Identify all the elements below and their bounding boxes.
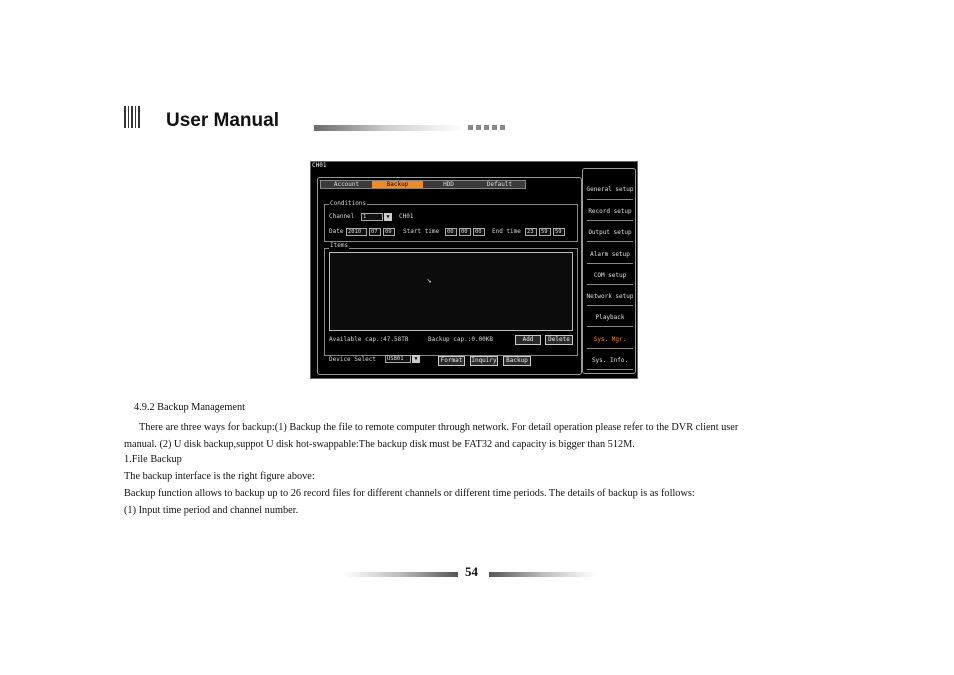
channel-select[interactable]: 1 bbox=[361, 213, 383, 221]
items-list[interactable] bbox=[329, 252, 573, 331]
side-sys-info[interactable]: Sys. Info. bbox=[591, 357, 629, 364]
paragraph-5: (1) Input time period and channel number. bbox=[124, 505, 299, 516]
channel-name: CH01 bbox=[399, 213, 414, 220]
device-select[interactable]: USB01 bbox=[385, 355, 411, 363]
add-button[interactable]: Add bbox=[515, 335, 541, 345]
side-general-setup[interactable]: General setup bbox=[586, 186, 634, 193]
footer-gradient-right bbox=[489, 572, 595, 577]
delete-button[interactable]: Delete bbox=[545, 335, 573, 345]
device-select-label: Device Select bbox=[329, 356, 376, 363]
header-squares bbox=[468, 125, 505, 130]
footer-gradient-left bbox=[344, 572, 458, 577]
page-number: 54 bbox=[465, 564, 478, 579]
side-playback[interactable]: Playback bbox=[595, 314, 625, 321]
conditions-legend: Conditions bbox=[330, 200, 367, 207]
backup-capacity: Backup cap.:0.00KB bbox=[428, 336, 494, 343]
page-title: User Manual bbox=[166, 110, 279, 131]
dvr-backup-screenshot bbox=[310, 161, 638, 379]
section-heading: 4.9.2 Backup Management bbox=[134, 402, 245, 413]
paragraph-1a: There are three ways for backup:(1) Backup the file to remote computer through network. For detail operation please refer to the DVR client user bbox=[139, 422, 739, 433]
start-minute-field[interactable]: 00 bbox=[459, 228, 471, 236]
side-divider bbox=[587, 220, 633, 221]
side-menu bbox=[582, 168, 636, 374]
channel-dropdown-icon[interactable]: ▼ bbox=[384, 213, 392, 221]
side-divider bbox=[587, 326, 633, 327]
side-com-setup[interactable]: COM setup bbox=[593, 272, 627, 279]
mouse-cursor-icon: ➘ bbox=[427, 277, 432, 285]
side-divider bbox=[587, 284, 633, 285]
side-network-setup[interactable]: Network setup bbox=[586, 293, 634, 300]
end-hour-field[interactable]: 23 bbox=[525, 228, 537, 236]
end-time-label: End time bbox=[492, 228, 521, 235]
side-divider bbox=[587, 369, 633, 370]
paragraph-2: 1.File Backup bbox=[124, 454, 182, 465]
available-capacity: Available cap.:47.58TB bbox=[329, 336, 409, 343]
side-sys-mgr[interactable]: Sys. Mgr. bbox=[593, 336, 627, 343]
date-day-field[interactable]: 09 bbox=[383, 228, 395, 236]
side-divider bbox=[587, 263, 633, 264]
tab-backup[interactable]: Backup bbox=[372, 181, 423, 188]
start-time-label: Start time bbox=[403, 228, 440, 235]
end-minute-field[interactable]: 59 bbox=[539, 228, 551, 236]
format-button[interactable]: Format bbox=[438, 356, 465, 366]
tab-account[interactable]: Account bbox=[333, 181, 360, 188]
side-record-setup[interactable]: Record setup bbox=[588, 208, 632, 215]
side-divider bbox=[587, 241, 633, 242]
date-year-field[interactable]: 2010 bbox=[346, 228, 367, 236]
side-divider bbox=[587, 305, 633, 306]
header-gradient-bar bbox=[314, 125, 464, 131]
side-alarm-setup[interactable]: Alarm setup bbox=[590, 251, 630, 258]
channel-tag: CH01 bbox=[312, 162, 327, 169]
date-month-field[interactable]: 07 bbox=[369, 228, 381, 236]
items-legend: Items bbox=[330, 242, 349, 249]
paragraph-4: Backup function allows to backup up to 26 record files for different channels or different time periods. The details of backup is as follows: bbox=[124, 488, 695, 499]
tab-bar bbox=[320, 180, 526, 189]
conditions-group bbox=[324, 204, 578, 242]
end-second-field[interactable]: 59 bbox=[553, 228, 565, 236]
paragraph-3: The backup interface is the right figure above: bbox=[124, 471, 315, 482]
side-divider bbox=[587, 199, 633, 200]
date-label: Date bbox=[329, 228, 344, 235]
channel-label: Channel bbox=[329, 213, 355, 220]
paragraph-1b: manual. (2) U disk backup,suppot U disk hot-swappable:The backup disk must be FAT32 and capacity is bigger than 512M. bbox=[124, 439, 635, 450]
side-divider bbox=[587, 348, 633, 349]
side-output-setup[interactable]: Output setup bbox=[588, 229, 632, 236]
start-second-field[interactable]: 00 bbox=[473, 228, 485, 236]
header-bars-icon bbox=[124, 106, 140, 128]
inquiry-button[interactable]: Inquiry bbox=[471, 357, 497, 364]
tab-default[interactable]: Default bbox=[486, 181, 513, 188]
tab-hdd[interactable]: HDD bbox=[443, 181, 454, 188]
device-dropdown-icon[interactable]: ▼ bbox=[412, 355, 420, 363]
backup-button[interactable]: Backup bbox=[503, 356, 531, 366]
start-hour-field[interactable]: 00 bbox=[445, 228, 457, 236]
